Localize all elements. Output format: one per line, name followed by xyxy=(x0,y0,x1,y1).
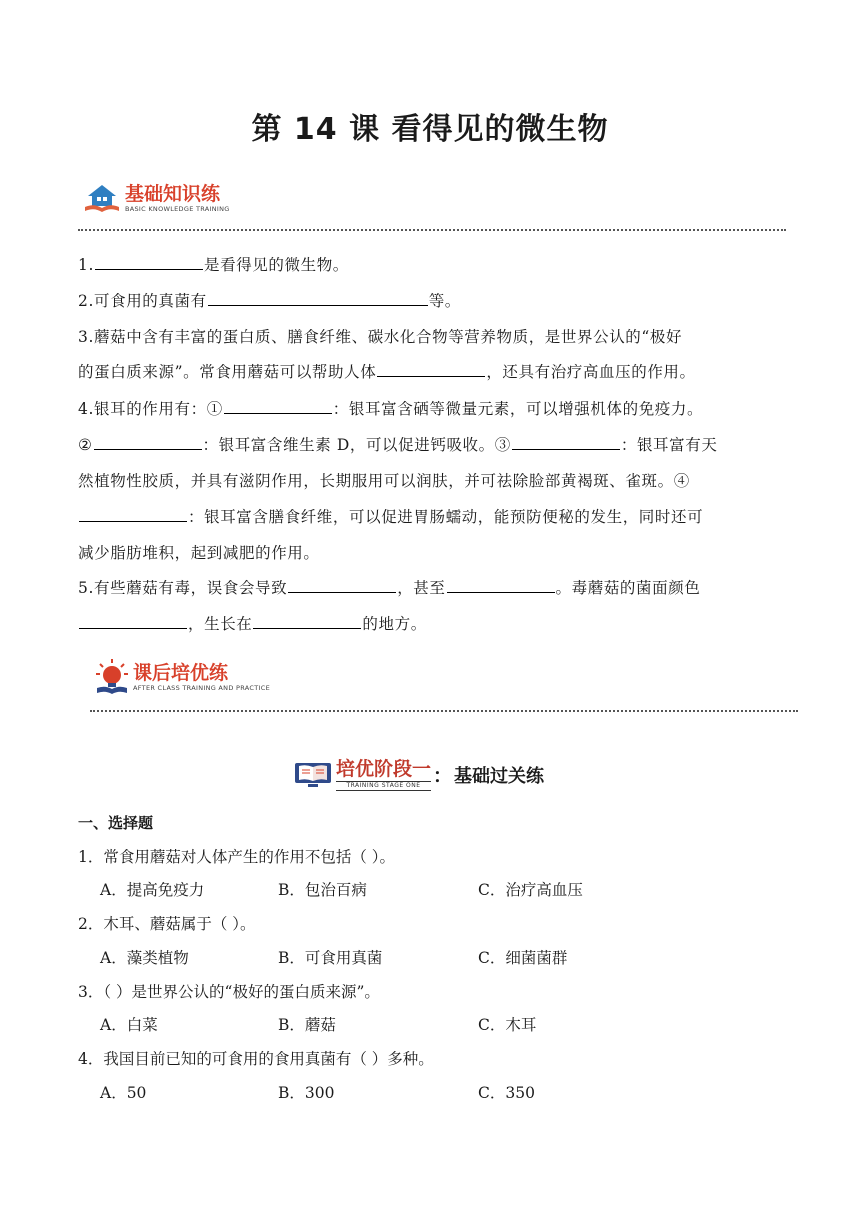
option-a[interactable]: A．白菜 xyxy=(100,1016,158,1034)
fill-line-9: 减少脂肪堆积，起到减肥的作用。 xyxy=(78,544,320,562)
answer-blank[interactable] xyxy=(288,578,396,593)
answer-blank[interactable] xyxy=(253,614,361,629)
badge-subtitle: AFTER CLASS TRAINING AND PRACTICE xyxy=(133,684,270,692)
badge-title: 基础知识练 xyxy=(125,183,221,205)
answer-blank[interactable] xyxy=(79,614,187,629)
option-b[interactable]: B．蘑菇 xyxy=(278,1016,336,1034)
option-a[interactable]: A．提高免疫力 xyxy=(100,881,205,899)
answer-blank[interactable] xyxy=(447,578,555,593)
fill-line-8: ：银耳富含膳食纤维，可以促进胃肠蠕动，能预防便秘的发生，同时还可 xyxy=(78,507,703,527)
question-stem: 4．我国目前已知的可食用的食用真菌有（ ）多种。 xyxy=(78,1050,434,1068)
stage-name: 培优阶段一 xyxy=(336,758,432,780)
section-heading: 一、选择题 xyxy=(78,814,154,832)
dotted-divider xyxy=(78,229,786,231)
basic-knowledge-badge xyxy=(82,182,230,214)
fill-line-7: 然植物性胶质，并具有滋阴作用，长期服用可以润肤，并可祛除脸部黄褐斑、雀斑。④ xyxy=(78,472,690,490)
house-book-icon xyxy=(82,182,122,214)
option-b[interactable]: B．包治百病 xyxy=(278,881,367,899)
page-title: 第 14 课 看得见的微生物 xyxy=(251,112,609,147)
stage-subtitle: TRAINING STAGE ONE xyxy=(336,781,431,791)
answer-blank[interactable] xyxy=(512,435,620,450)
fill-line-2: 2.可食用的真菌有 等。 xyxy=(78,292,461,310)
fill-line-3: 3.蘑菇中含有丰富的蛋白质、膳食纤维、碳水化合物等营养物质，是世界公认的“极好 xyxy=(78,328,683,346)
stage-colon: ： xyxy=(433,765,453,787)
answer-blank[interactable] xyxy=(208,291,428,306)
option-c[interactable]: C．350 xyxy=(478,1084,535,1102)
after-class-badge xyxy=(94,658,270,696)
badge-subtitle: BASIC KNOWLEDGE TRAINING xyxy=(125,205,230,213)
answer-blank[interactable] xyxy=(94,435,202,450)
option-a[interactable]: A．藻类植物 xyxy=(100,949,189,967)
answer-blank[interactable] xyxy=(377,362,485,377)
stage-header xyxy=(293,758,544,791)
dotted-divider xyxy=(90,710,798,712)
option-c[interactable]: C．治疗高血压 xyxy=(478,881,583,899)
fill-line-6: ② ：银耳富含维生素 D，可以促进钙吸收。③ ：银耳富有天 xyxy=(78,436,718,454)
answer-blank[interactable] xyxy=(224,399,332,414)
fill-line-5: 4.银耳的作用有：① ：银耳富含硒等微量元素，可以增强机体的免疫力。 xyxy=(78,400,704,418)
option-c[interactable]: C．细菌菌群 xyxy=(478,949,568,967)
option-b[interactable]: B．300 xyxy=(278,1084,335,1102)
stage-title: 基础过关练 xyxy=(454,765,545,787)
option-a[interactable]: A．50 xyxy=(100,1084,147,1102)
answer-blank[interactable] xyxy=(79,507,187,522)
question-stem: 3．（ ）是世界公认的“极好的蛋白质来源”。 xyxy=(78,983,380,1001)
question-stem: 1．常食用蘑菇对人体产生的作用不包括（ ）。 xyxy=(78,848,396,866)
option-c[interactable]: C．木耳 xyxy=(478,1016,537,1034)
fill-line-4: 的蛋白质来源”。常食用蘑菇可以帮助人体 ，还具有治疗高血压的作用。 xyxy=(78,363,696,381)
answer-blank[interactable] xyxy=(95,255,203,270)
fill-line-11: ，生长在 的地方。 xyxy=(78,614,427,634)
badge-title: 课后培优练 xyxy=(133,662,229,684)
lightbulb-book-icon xyxy=(94,658,130,696)
fill-line-10: 5.有些蘑菇有毒，误食会导致 ，甚至 。毒蘑菇的菌面颜色 xyxy=(78,579,701,597)
fill-line-1: 1. 是看得见的微生物。 xyxy=(78,256,349,274)
book-screen-icon xyxy=(293,760,333,790)
option-b[interactable]: B．可食用真菌 xyxy=(278,949,383,967)
question-stem: 2．木耳、蘑菇属于（ ）。 xyxy=(78,915,256,933)
